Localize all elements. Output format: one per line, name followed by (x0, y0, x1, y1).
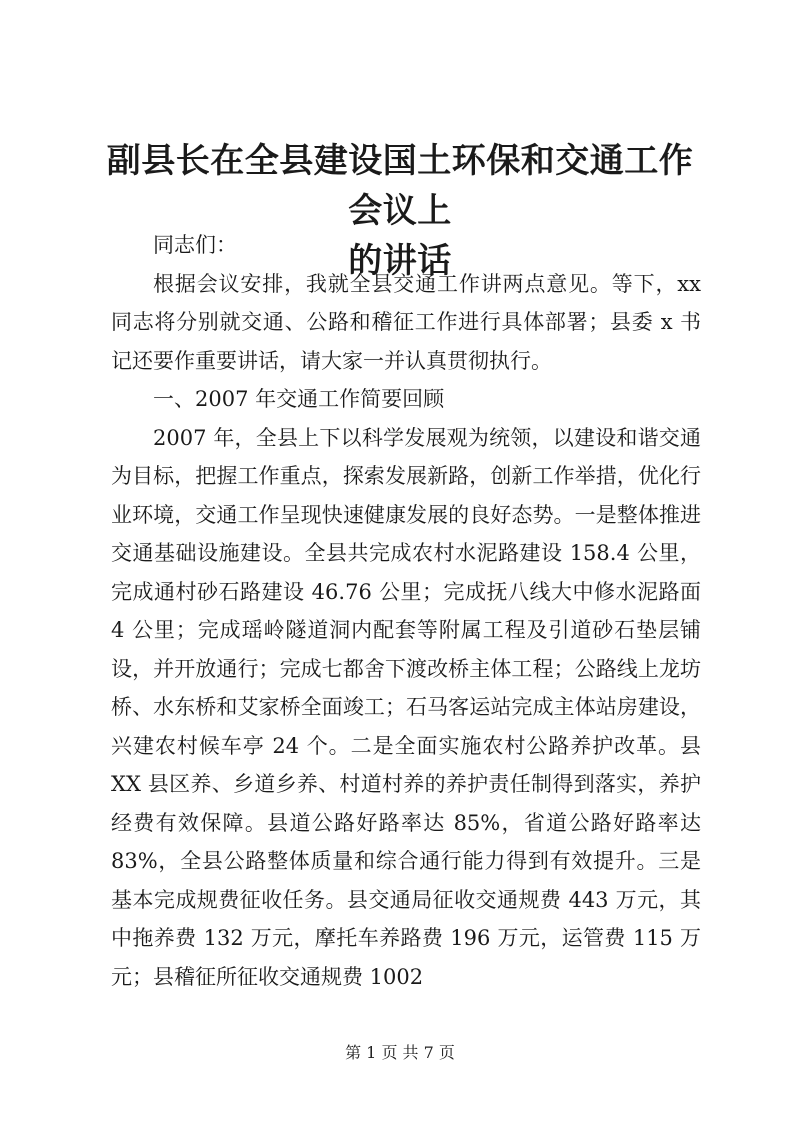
salutation-paragraph: 同志们： (153, 233, 237, 257)
section-heading: 一、2007 年交通工作简要回顾 (153, 387, 445, 411)
review-paragraph: 2007 年，全县上下以科学发展观为统领，以建设和谐交通为目标，把握工作重点，探索发展新路，创新工作举措，优化行业环境，交通工作呈现快速健康发展的良好态势。一是整体推进交通基础设施建设。全县共完成农村水泥路建设 158.4 公里，完成通村砂石路建设 46.76 公里；完成抚八线大中修水泥路面 4 公里；完成瑶岭隧道洞内配套等附属工程及引道砂石垫层铺设，并开放通行；完成七都舍下渡改桥主体工程；公路线上龙坊桥、水东桥和艾家桥全面竣工；石马客运站完成主体站房建设，兴建农村候车亭 24 个。二是全面实施农村公路养护改革。县 XX 县区养、乡道乡养、村道村养的养护责任制得到落实，养护经费有效保障。县道公路好路率达 85%，省道公路好路率达 83%，全县公路整体质量和综合通行能力得到有效提升。三是基本完成规费征收任务。县交通局征收交通规费 443 万元，其中拖养费 132 万元，摩托车养路费 196 万元，运管费 115 万元；县稽征所征收交通规费 1002 (111, 425, 701, 989)
title-line-1: 副县长在全县建设国土环保和交通工作会议上 (106, 141, 694, 231)
page-number: 第 1 页 共 7 页 (345, 1043, 455, 1062)
intro-paragraph: 根据会议安排，我就全县交通工作讲两点意见。等下，xx同志将分别就交通、公路和稽征工作进行具体部署；县委 x 书记还要作重要讲话，请大家一并认真贯彻执行。 (111, 271, 701, 373)
title-line-2: 的讲话 (348, 241, 452, 281)
document-body (111, 226, 701, 996)
